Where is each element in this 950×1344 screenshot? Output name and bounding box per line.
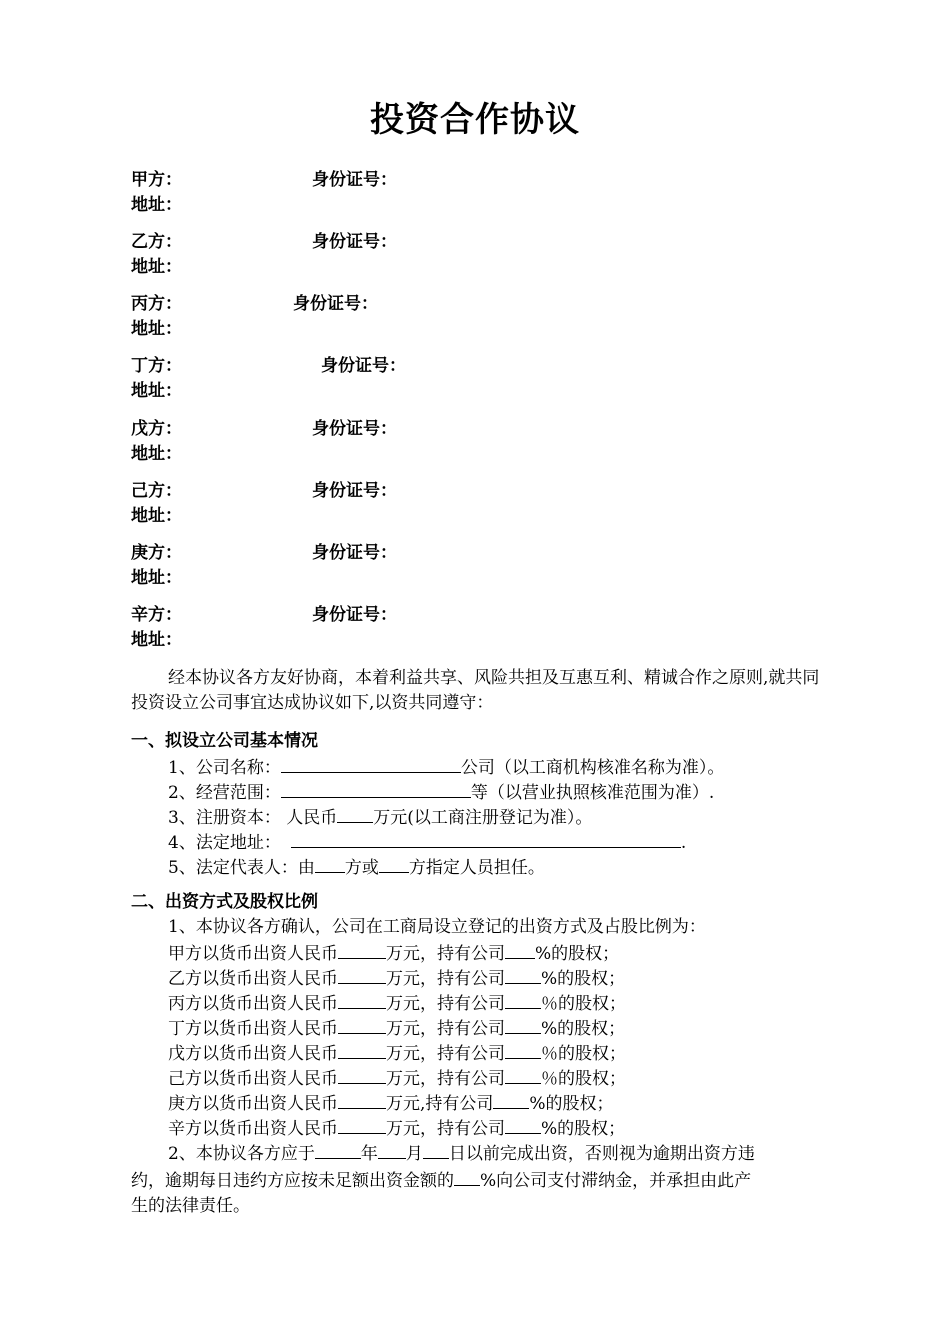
- contribution-line: 丁方以货币出资人民币 万元，持有公司 %的股权；: [168, 1015, 706, 1040]
- blank-field[interactable]: [338, 1115, 386, 1134]
- party-name: 甲方：: [131, 170, 182, 190]
- section1-items: [168, 754, 724, 879]
- legal-representative-line: 5、法定代表人：由 方或 方指定人员担任。: [168, 854, 724, 879]
- party-name: 己方：: [131, 481, 182, 501]
- blank-field[interactable]: [338, 940, 386, 959]
- blank-field[interactable]: [423, 1140, 449, 1159]
- section2-items: [168, 915, 706, 1140]
- legal-address-line: 4、法定地址： .: [168, 829, 724, 854]
- id-label: 身份证号：: [293, 294, 378, 314]
- id-label: 身份证号：: [312, 481, 397, 501]
- address-label: 地址：: [131, 195, 182, 215]
- id-label: 身份证号：: [312, 419, 397, 439]
- address-label: 地址：: [131, 444, 182, 464]
- address-label: 地址：: [131, 568, 182, 588]
- contribution-line: 庚方以货币出资人民币 万元,持有公司 %的股权；: [168, 1090, 706, 1115]
- blank-field[interactable]: [505, 990, 541, 1009]
- address-label: 地址：: [131, 630, 182, 650]
- company-name-line: 1、公司名称： 公司（以工商机构核准名称为准）。: [168, 754, 724, 779]
- blank-field[interactable]: [281, 754, 461, 773]
- blank-field[interactable]: [281, 779, 471, 798]
- party-name: 丁方：: [131, 356, 182, 376]
- party-block-bing: [131, 292, 378, 342]
- blank-field[interactable]: [505, 1015, 541, 1034]
- blank-field[interactable]: [291, 829, 681, 848]
- address-label: 地址：: [131, 319, 182, 339]
- contribution-line: 戊方以货币出资人民币 万元，持有公司 ％的股权；: [168, 1040, 706, 1065]
- party-name: 戊方：: [131, 419, 182, 439]
- blank-field[interactable]: [505, 940, 535, 959]
- blank-field[interactable]: [338, 1015, 386, 1034]
- document-title: 投资合作协议: [370, 100, 580, 140]
- blank-field[interactable]: [505, 1115, 541, 1134]
- party-name: 庚方：: [131, 543, 182, 563]
- party-block-xin: [131, 603, 397, 653]
- party-block-geng: [131, 541, 397, 591]
- blank-field[interactable]: [337, 804, 373, 823]
- blank-field[interactable]: [338, 1040, 386, 1059]
- blank-field[interactable]: [378, 1140, 406, 1159]
- blank-field[interactable]: [379, 854, 409, 873]
- blank-field[interactable]: [338, 965, 386, 984]
- id-label: 身份证号：: [312, 232, 397, 252]
- id-label: 身份证号：: [312, 543, 397, 563]
- contribution-line: 丙方以货币出资人民币 万元，持有公司 ％的股权；: [168, 990, 706, 1015]
- party-name: 丙方：: [131, 294, 182, 314]
- preamble-paragraph: 经本协议各方友好协商，本着利益共享、风险共担及互惠互利、精诚合作之原则,就共同投资设立公司事宜达成协议如下,以资共同遵守：: [131, 668, 820, 713]
- section2-intro: 1、本协议各方确认，公司在工商局设立登记的出资方式及占股比例为：: [168, 917, 706, 937]
- party-block-jia: [131, 168, 397, 218]
- business-scope-line: 2、经营范围： 等（以营业执照核准范围为准）.: [168, 779, 724, 804]
- blank-field[interactable]: [505, 1065, 541, 1084]
- party-block-wu: [131, 417, 397, 467]
- blank-field[interactable]: [493, 1090, 529, 1109]
- party-name: 乙方：: [131, 232, 182, 252]
- id-label: 身份证号：: [312, 170, 397, 190]
- party-name: 辛方：: [131, 605, 182, 625]
- contribution-line: 己方以货币出资人民币 万元，持有公司 ％的股权；: [168, 1065, 706, 1090]
- blank-field[interactable]: [315, 854, 345, 873]
- blank-field[interactable]: [505, 1040, 541, 1059]
- registered-capital-line: 3、注册资本： 人民币 万元(以工商注册登记为准）。: [168, 804, 724, 829]
- contribution-line: 乙方以货币出资人民币 万元，持有公司 %的股权；: [168, 965, 706, 990]
- party-block-yi: [131, 230, 397, 280]
- blank-field[interactable]: [315, 1140, 361, 1159]
- blank-field[interactable]: [338, 1065, 386, 1084]
- deadline-paragraph: 2、本协议各方应于 年 月 日以前完成出资，否则视为逾期出资方违 约，逾期每日违约方应按未足额出资金额的 %向公司支付滞纳金，并承担由此产 生的法律责任。: [131, 1140, 821, 1219]
- party-block-ding: [131, 354, 406, 404]
- contribution-line: 辛方以货币出资人民币 万元，持有公司 %的股权；: [168, 1115, 706, 1140]
- blank-field[interactable]: [338, 1090, 386, 1109]
- contribution-line: 甲方以货币出资人民币 万元，持有公司 %的股权；: [168, 940, 706, 965]
- address-label: 地址：: [131, 257, 182, 277]
- section-heading: 二、出资方式及股权比例: [131, 892, 318, 912]
- address-label: 地址：: [131, 381, 182, 401]
- address-label: 地址：: [131, 506, 182, 526]
- party-block-ji: [131, 479, 397, 529]
- section-heading: 一、拟设立公司基本情况: [131, 731, 318, 751]
- blank-field[interactable]: [505, 965, 541, 984]
- id-label: 身份证号：: [312, 605, 397, 625]
- blank-field[interactable]: [454, 1167, 480, 1186]
- blank-field[interactable]: [338, 990, 386, 1009]
- id-label: 身份证号：: [321, 356, 406, 376]
